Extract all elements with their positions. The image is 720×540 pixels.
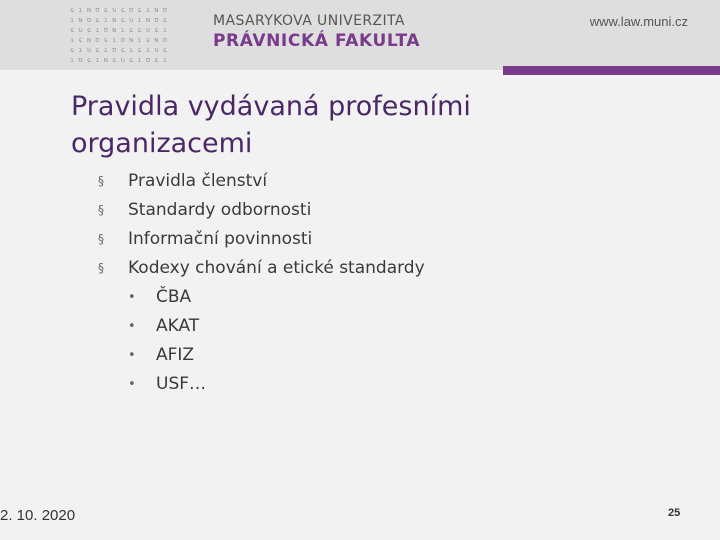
sub-bullet-item — [98, 370, 598, 399]
sub-bullet-text: AFIZ — [156, 345, 195, 365]
header-accent-bar — [503, 66, 720, 75]
dot-bullet-icon: • — [128, 290, 136, 305]
sub-list-container — [98, 283, 598, 399]
sub-bullet-list — [98, 283, 598, 399]
bullet-item — [98, 254, 598, 283]
slide-date: 2. 10. 2020 — [0, 507, 76, 524]
faculty-name: PRÁVNICKÁ FAKULTA — [213, 31, 421, 51]
bullet-item — [98, 225, 598, 254]
dot-bullet-icon: • — [128, 348, 136, 363]
logo-glyph-row: ɕ ʋ ɕ ı ʊ ɴ ı ɕ ɕ ʋ ɕ ı — [70, 26, 167, 34]
section-sign-bullet-icon: § — [98, 174, 104, 188]
sub-bullet-item — [98, 341, 598, 370]
sub-bullet-text: USF… — [156, 374, 207, 394]
logo-glyph-row: ɕ ı ʋ ɕ ı ʊ ɕ ı ɕ ı ʋ ɕ — [70, 46, 167, 54]
slide-header — [0, 0, 720, 70]
section-sign-bullet-icon: § — [98, 261, 104, 275]
slide-title: Pravidla vydávaná profesními organizacemi — [71, 91, 471, 159]
section-sign-bullet-icon: § — [98, 203, 104, 217]
bullet-list — [98, 167, 598, 399]
website-url[interactable]: www.law.muni.cz — [589, 14, 688, 29]
page-number: 25 — [668, 507, 681, 519]
dot-bullet-icon: • — [128, 319, 136, 334]
logo-glyph-row: ı ʊ ɕ ı ɴ ɕ ʋ ɕ ı ʊ ɕ ı — [70, 56, 167, 64]
bullet-item — [98, 167, 598, 196]
university-name: MASARYKOVA UNIVERZITA — [213, 13, 405, 29]
university-logo-pattern — [70, 4, 182, 66]
bullet-text: Kodexy chování a etické standardy — [128, 258, 425, 278]
section-sign-bullet-icon: § — [98, 232, 104, 246]
sub-bullet-item — [98, 312, 598, 341]
sub-bullet-text: ČBA — [156, 287, 192, 307]
logo-glyph-row: ı ɕ ɴ ʊ ɕ ı ʊ ɴ ı ɕ ɴ ʊ — [70, 36, 167, 44]
logo-glyph-row: ı ɴ ʊ ɕ ı ɴ ɕ ʋ ı ɴ ʊ ɕ — [70, 16, 167, 24]
logo-glyph-row: ɕ ı ɴ ʊ ɕ ʋ ɕ ʊ ɕ ı ɴ ʊ — [70, 6, 167, 14]
bullet-text: Informační povinnosti — [128, 229, 313, 249]
sub-bullet-item — [98, 283, 598, 312]
bullet-text: Pravidla členství — [128, 171, 268, 191]
bullet-item — [98, 196, 598, 225]
sub-bullet-text: AKAT — [156, 316, 200, 336]
dot-bullet-icon: • — [128, 377, 136, 392]
bullet-text: Standardy odbornosti — [128, 200, 312, 220]
